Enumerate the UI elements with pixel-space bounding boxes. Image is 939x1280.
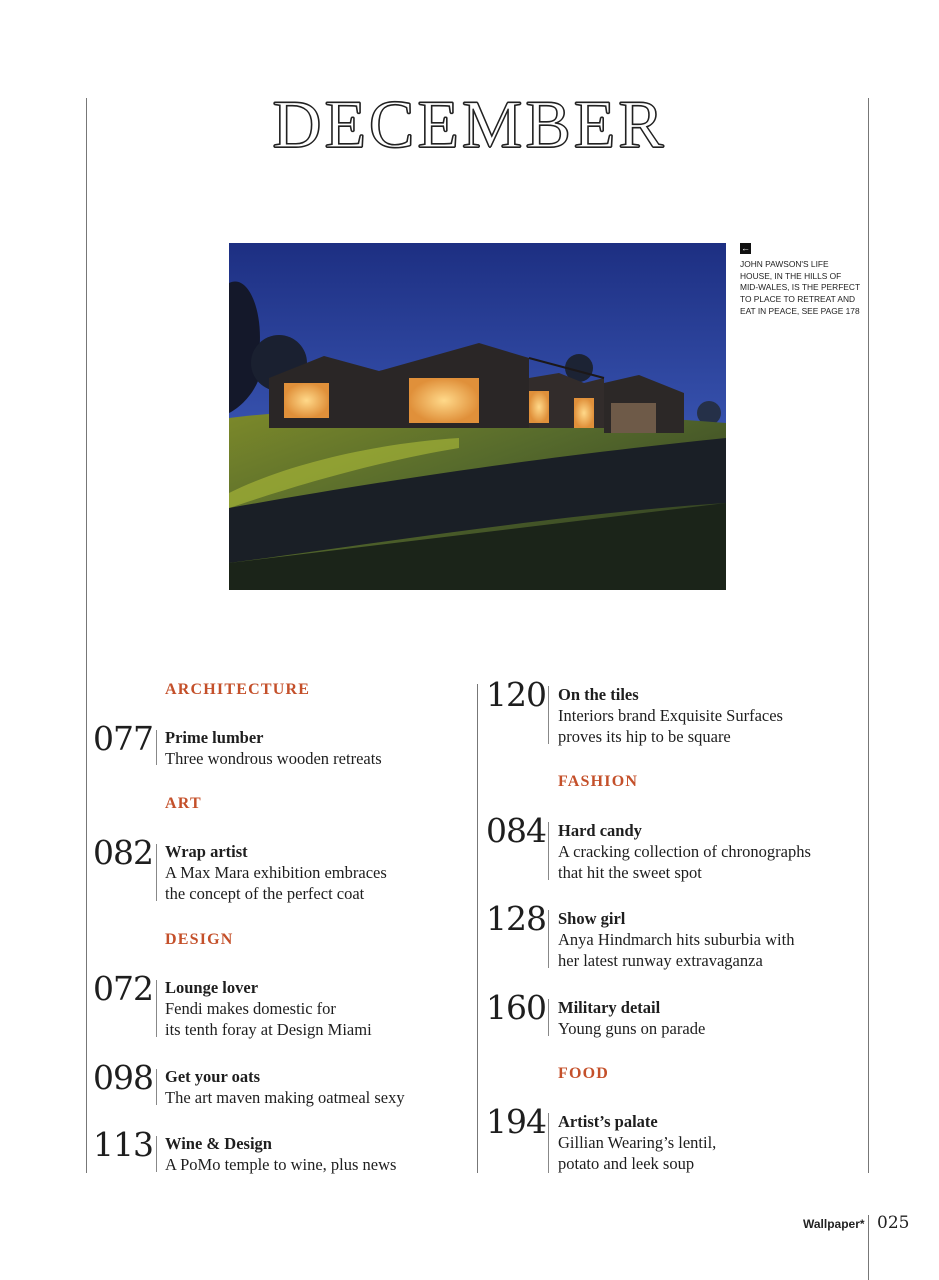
entry-desc-line: A PoMo temple to wine, plus news bbox=[165, 1155, 397, 1174]
entry-rule bbox=[548, 999, 549, 1036]
toc-entry-098[interactable] bbox=[93, 1058, 453, 1109]
page-number: 128 bbox=[486, 899, 546, 938]
entry-rule bbox=[548, 822, 549, 880]
entry-title: Hard candy bbox=[558, 821, 642, 840]
house-at-dusk-image bbox=[229, 243, 726, 590]
toc-entry-082[interactable] bbox=[93, 833, 453, 904]
house-photo bbox=[229, 243, 726, 590]
page-number: 072 bbox=[93, 969, 153, 1008]
entry-desc-line: Fendi makes domestic for bbox=[165, 999, 336, 1018]
entry-rule bbox=[548, 1113, 549, 1173]
page-number: 160 bbox=[486, 988, 546, 1027]
section-heading-fashion: FASHION bbox=[558, 773, 639, 790]
entry-desc-line: Young guns on parade bbox=[558, 1019, 706, 1038]
section-heading-architecture: ARCHITECTURE bbox=[165, 681, 311, 698]
entry-desc-line: A cracking collection of chronographs bbox=[558, 842, 811, 861]
entry-desc-line: A Max Mara exhibition embraces bbox=[165, 863, 387, 882]
entry-rule bbox=[156, 730, 157, 765]
section-heading-design: DESIGN bbox=[165, 931, 234, 948]
entry-title: Show girl bbox=[558, 909, 626, 928]
entry-text bbox=[165, 727, 382, 769]
entry-desc-line: Anya Hindmarch hits suburbia with bbox=[558, 930, 795, 949]
page-number: 077 bbox=[93, 719, 153, 758]
toc-entry-128[interactable] bbox=[486, 899, 856, 972]
entry-rule bbox=[156, 980, 157, 1037]
column-divider-rule bbox=[477, 684, 478, 1173]
page-number: 084 bbox=[486, 811, 546, 850]
entry-title: Get your oats bbox=[165, 1067, 261, 1086]
entry-title: Lounge lover bbox=[165, 978, 259, 997]
footer-rule bbox=[868, 1215, 869, 1280]
entry-rule bbox=[548, 910, 549, 968]
page-number: 194 bbox=[486, 1102, 546, 1141]
left-frame-rule bbox=[86, 98, 87, 1173]
entry-title: Prime lumber bbox=[165, 728, 264, 747]
entry-text bbox=[558, 684, 783, 747]
section-heading-art: ART bbox=[165, 795, 202, 812]
caption-text: JOHN PAWSON'S LIFE HOUSE, IN THE HILLS OF MID-WALES, IS THE PERFECT TO PLACE TO RETREAT AND EAT IN PEACE, SEE PAGE 178 bbox=[740, 259, 860, 316]
entry-title: Military detail bbox=[558, 998, 661, 1017]
photo-caption bbox=[740, 243, 860, 318]
entry-desc-line: the concept of the perfect coat bbox=[165, 884, 365, 903]
entry-desc-line: her latest runway extravaganza bbox=[558, 951, 763, 970]
toc-entry-120[interactable] bbox=[486, 675, 856, 748]
entry-rule bbox=[156, 1136, 157, 1172]
entry-desc-line: Three wondrous wooden retreats bbox=[165, 749, 382, 768]
brand-logo: Wallpaper* bbox=[803, 1217, 865, 1231]
toc-entry-084[interactable] bbox=[486, 811, 856, 884]
page-number: 098 bbox=[93, 1058, 153, 1097]
entry-desc-line: proves its hip to be square bbox=[558, 727, 731, 746]
page-number: 120 bbox=[486, 675, 546, 714]
page-number: 082 bbox=[93, 833, 153, 872]
left-arrow-icon: ← bbox=[741, 243, 750, 253]
entry-rule bbox=[156, 844, 157, 901]
entry-text bbox=[558, 908, 794, 971]
toc-entry-072[interactable] bbox=[93, 969, 453, 1040]
entry-desc-line: that hit the sweet spot bbox=[558, 863, 702, 882]
entry-text bbox=[165, 1066, 405, 1108]
entry-text bbox=[165, 841, 387, 904]
entry-desc-line: its tenth foray at Design Miami bbox=[165, 1020, 372, 1039]
entry-desc-line: The art maven making oatmeal sexy bbox=[165, 1088, 405, 1107]
entry-title: Artist’s palate bbox=[558, 1112, 658, 1131]
entry-rule bbox=[548, 686, 549, 744]
entry-rule bbox=[156, 1069, 157, 1105]
page-title: DECEMBER bbox=[272, 86, 667, 162]
entry-text bbox=[558, 820, 811, 883]
toc-entry-113[interactable] bbox=[93, 1125, 453, 1176]
entry-text bbox=[165, 977, 372, 1040]
entry-title: Wrap artist bbox=[165, 842, 248, 861]
toc-entry-077[interactable] bbox=[93, 719, 453, 770]
page-number: 113 bbox=[93, 1125, 153, 1164]
entry-text bbox=[165, 1133, 396, 1175]
entry-title: On the tiles bbox=[558, 685, 639, 704]
entry-desc-line: Interiors brand Exquisite Surfaces bbox=[558, 706, 783, 725]
entry-title: Wine & Design bbox=[165, 1134, 272, 1153]
entry-text bbox=[558, 1111, 716, 1174]
entry-text bbox=[558, 997, 705, 1039]
toc-entry-160[interactable] bbox=[486, 988, 856, 1039]
right-frame-rule bbox=[868, 98, 869, 1173]
toc-entry-194[interactable] bbox=[486, 1102, 856, 1175]
entry-desc-line: Gillian Wearing’s lentil, bbox=[558, 1133, 717, 1152]
section-heading-food: FOOD bbox=[558, 1065, 610, 1082]
folio-page-number: 025 bbox=[877, 1213, 910, 1233]
entry-desc-line: potato and leek soup bbox=[558, 1154, 695, 1173]
